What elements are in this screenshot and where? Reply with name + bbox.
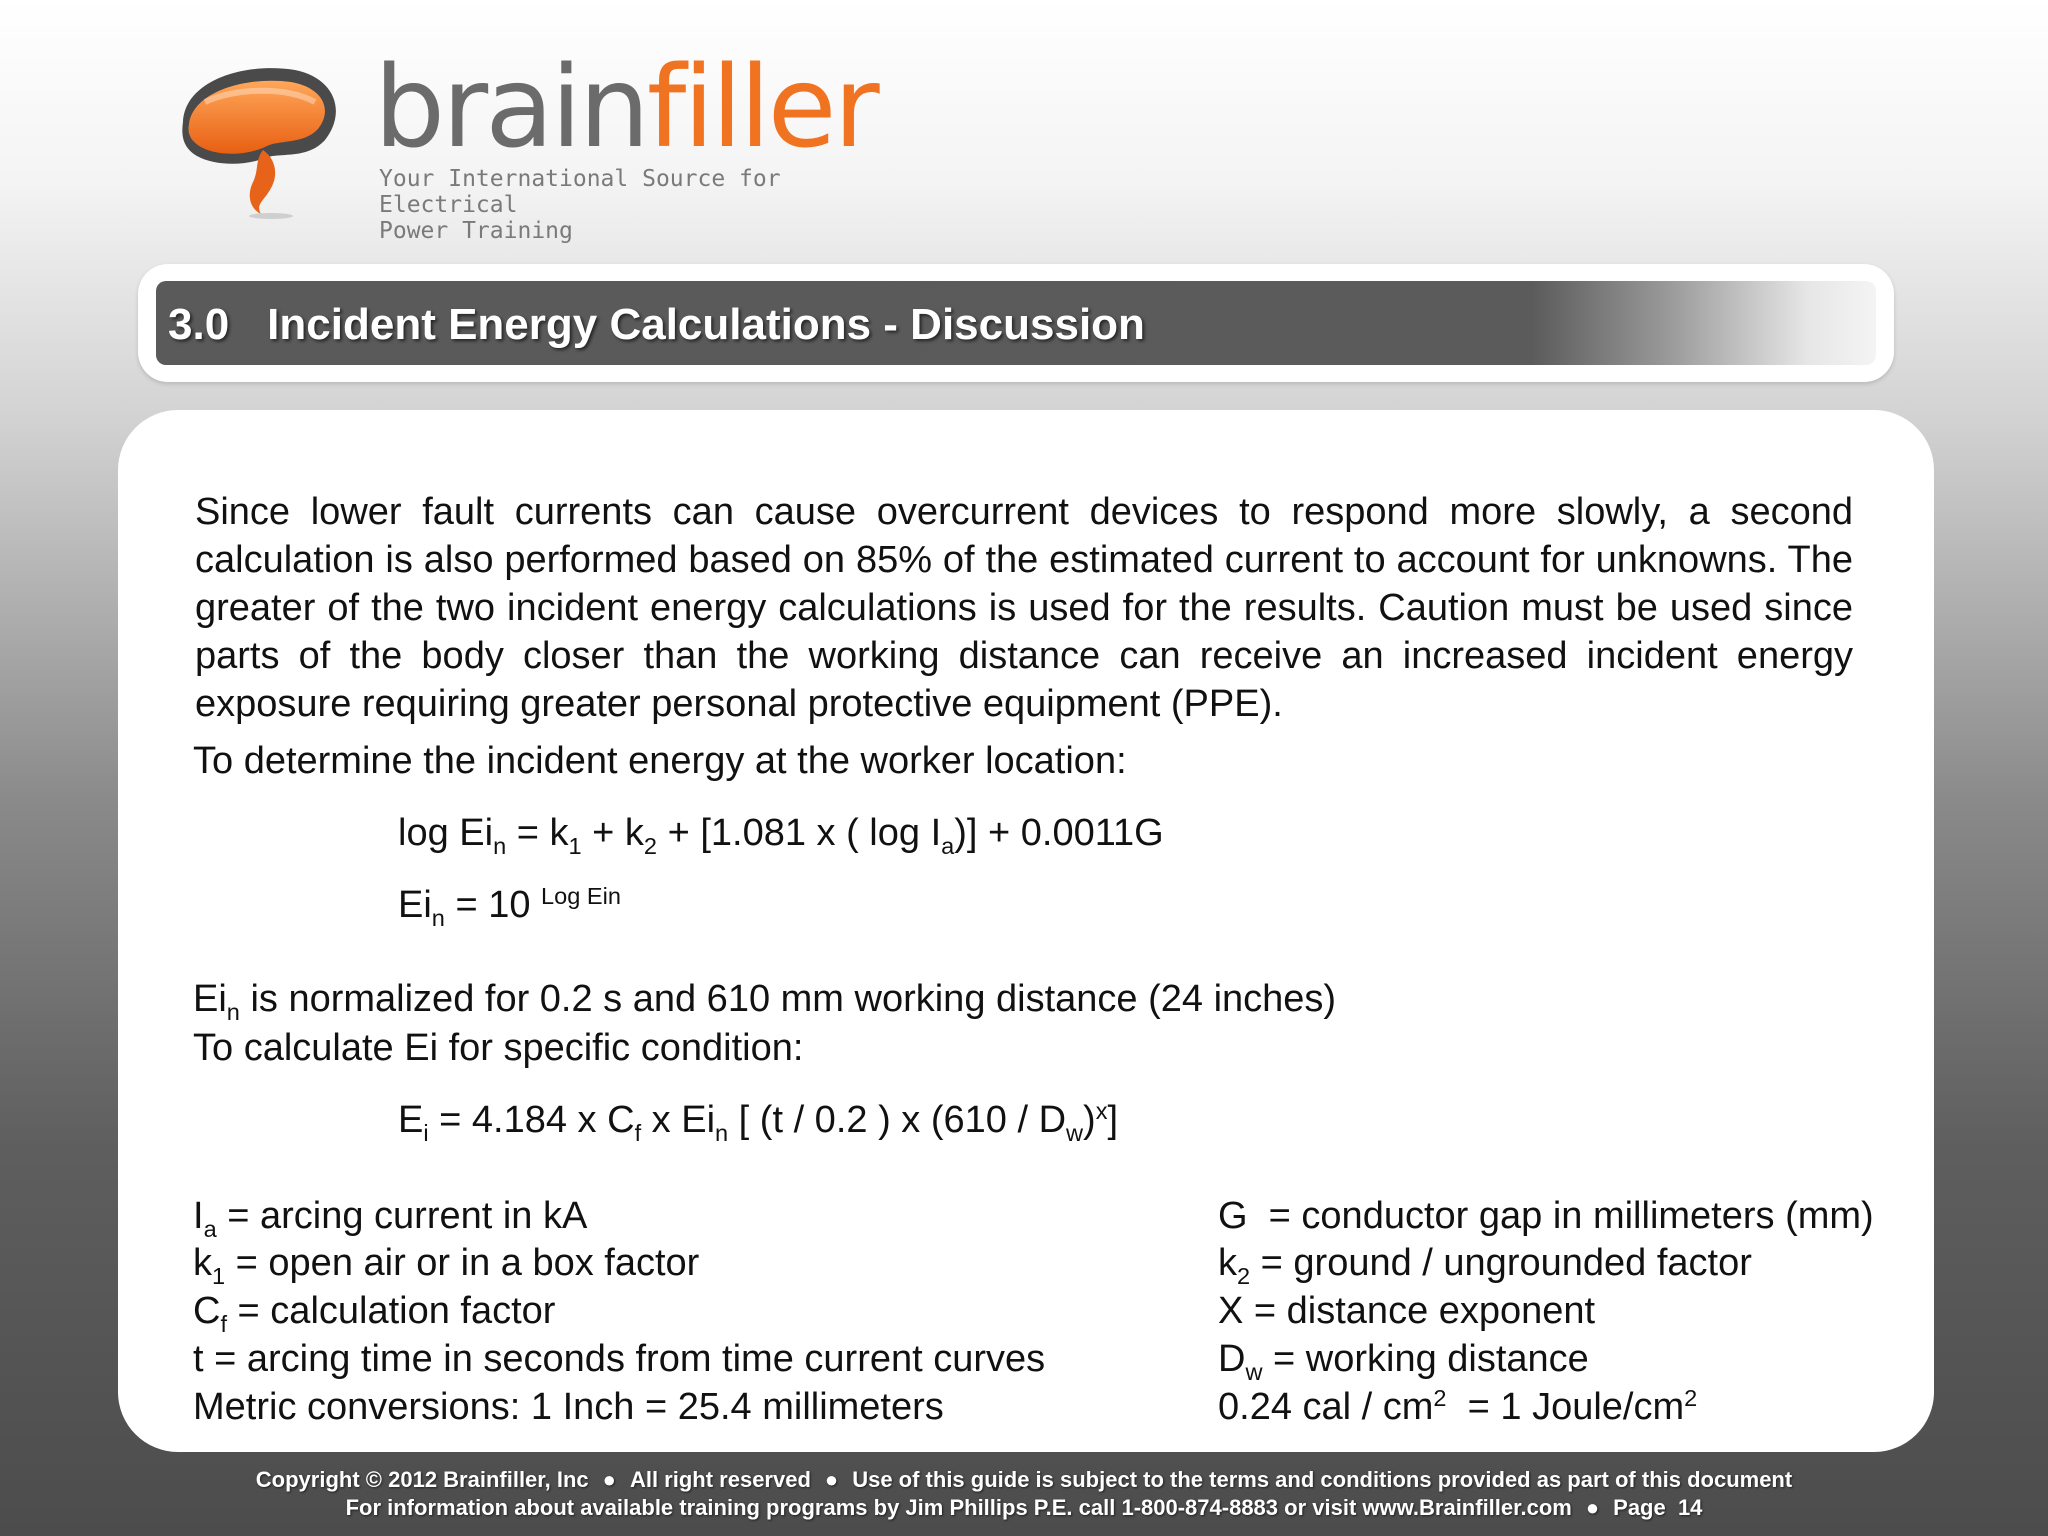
footer-line-1: Copyright © 2012 Brainfiller, Inc ● All right reserved ● Use of this guide is subject to the terms and conditions provided as part of this document [255,1467,1793,1492]
definition-g: G = conductor gap in millimeters (mm) [1218,1195,1874,1237]
definition-x: X = distance exponent [1218,1290,1596,1332]
definition-t: t = arcing time in seconds from time current curves [193,1338,1046,1380]
discussion-paragraph: Since lower fault currents can cause overcurrent devices to respond more slowly, a second calculation is also performed based on 85% of the estimated current to account for unknowns. The greater of the two incident energy calculations is used for the results. Caution must be used since parts of the body closer than the working distance can receive an increased incident energy exposure requiring greater personal protective equipment (PPE). [195,491,1853,725]
brand-tagline [379,166,859,244]
metric-conversion: Metric conversions: 1 Inch = 25.4 millimeters [193,1386,944,1428]
intro-specific-condition: To calculate Ei for specific condition: [193,1027,804,1069]
equation-log-ein: $\log Ei_n = k_1 + k_2 + [1.081$ x ( $\log I_a)] + 0.0011G$ [398,812,1164,859]
tagline-line-2: Power Training [379,218,573,244]
definition-cf: $C_f$ = calculation factor [193,1290,556,1337]
page-title [168,297,1145,353]
equation-ei: $E_i = 4.184$ x $C_f$ x $Ei_n$ [ (t / 0.2 ) x $(610 / D_w)^x$] [398,1098,1119,1146]
tagline-line-1: Your International Source for Electrical [379,166,781,218]
energy-conversion: 0.24 cal / $cm^2 = 1$ Joule/$cm^2$ [1218,1385,1698,1428]
footer-line-2: For information about available training programs by Jim Phillips P.E. call 1-800-874-8883 or visit www.Brainfiller.com ● Page 14 [345,1495,1703,1520]
section-number: 3.0 [168,300,230,349]
brand-name [374,43,877,173]
definition-k1: $k_1$ = open air or in a box factor [193,1242,700,1289]
intro-worker-location: To determine the incident energy at the worker location: [193,740,1127,782]
definition-k2: $k_2$ = ground / ungrounded factor [1218,1242,1752,1289]
definition-ia: $I_a$ = arcing current in kA [193,1195,588,1242]
page-number: Page 14 [1613,1495,1703,1520]
brand-name-part1: brain [374,43,647,173]
brand-name-part2: filler [646,43,877,173]
footer [0,1466,2048,1522]
equation-ein: $Ei_n = 10$ $^{Log Ein}$ [398,883,621,931]
normalized-statement: $Ei_n$ is normalized for 0.2 s and 610 mm working distance (24 inches) [193,978,1337,1025]
definition-dw: $D_w$ = working distance [1218,1338,1589,1385]
section-title: Incident Energy Calculations - Discussion [267,300,1145,349]
brainfiller-logo-icon [175,62,345,222]
